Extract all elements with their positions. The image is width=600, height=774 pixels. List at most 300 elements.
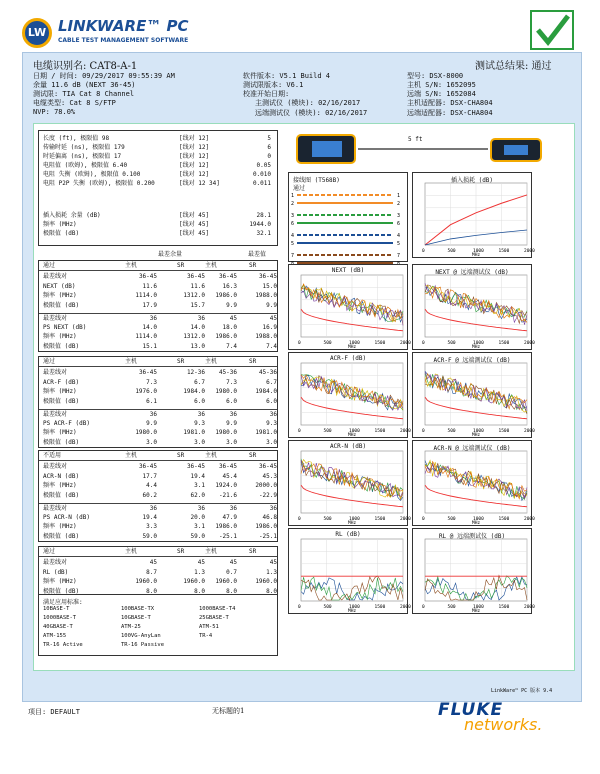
x-tick-label: 1000: [349, 517, 360, 522]
cable-length: 5 ft: [408, 136, 423, 143]
model: 型号: DSX-8000: [407, 72, 464, 80]
table-cell: 3.0: [146, 438, 157, 446]
table-header: [39, 547, 277, 557]
table-cell: 1986.0: [255, 523, 277, 530]
table-cell: 2000.0: [255, 482, 277, 489]
table-cell: 7.3: [226, 378, 237, 386]
table-cell: 36: [269, 505, 277, 512]
summary-row-label: 长度 (ft), 极限值 98: [43, 135, 110, 142]
il-row-pair: [线对 45]: [179, 230, 210, 237]
x-tick-label: 2000: [400, 341, 411, 346]
table-cell: 1.3: [266, 568, 277, 576]
summary-row-value: 0.011: [252, 180, 271, 187]
table-row-label: 频率 (MHz): [43, 333, 77, 340]
table-cell: 45-36: [258, 369, 277, 376]
table-row-label: PS ACR-N (dB): [43, 513, 90, 521]
table-cell: 13.0: [190, 342, 205, 350]
x-axis-label: MHz: [348, 609, 357, 614]
x-tick-label: 500: [447, 517, 456, 522]
test-limit: 测试限: TIA Cat 8 Channel: [33, 90, 135, 98]
compliant-item: ATM-25: [121, 624, 141, 630]
table-cell: 36: [269, 411, 277, 418]
summary-row-value: 6: [267, 144, 271, 151]
x-tick-label: 500: [447, 605, 456, 610]
software-version: 软件版本: V5.1 Build 4: [243, 72, 331, 80]
table-cell: 1981.0: [183, 429, 205, 436]
il-row-pair: [线对 45]: [179, 221, 210, 228]
table-row-label: 频率 (MHz): [43, 482, 77, 489]
compliant-item: 10BASE-T: [43, 606, 70, 612]
table-row: [39, 462, 277, 472]
table-cell: 47.9: [222, 513, 237, 521]
table-col-header: 主机: [205, 548, 218, 555]
table-col-header: SR: [249, 358, 257, 365]
table-cell: 3.0: [194, 438, 205, 446]
summary-row-pair: [线对 12]: [179, 153, 210, 160]
chart-panel: [288, 352, 411, 438]
table-cell: 11.6: [142, 282, 157, 290]
table-row: [39, 532, 277, 542]
table-cell: 1960.0: [255, 578, 277, 585]
table-row-label: ACR-F (dB): [43, 378, 80, 386]
fluke-wordmark: FLUKE: [438, 700, 504, 720]
table-cell: 3.3: [146, 523, 157, 530]
table-col-header: 主机: [205, 262, 218, 269]
chart-plot: [289, 265, 409, 351]
table-row: [39, 481, 277, 491]
x-axis-label: MHz: [348, 345, 357, 350]
table-row: [39, 428, 277, 438]
table-status: 通过: [43, 548, 56, 555]
chart-plot: [413, 265, 533, 351]
table-row-label: 极限值 (dB): [43, 587, 80, 595]
x-tick-label: 0: [422, 605, 425, 610]
table-row: [39, 513, 277, 523]
x-axis-label: MHz: [472, 609, 481, 614]
x-tick-label: 1500: [374, 429, 386, 434]
compliant-item: TR-16 Active: [43, 642, 83, 648]
table-cell: 7.4: [226, 342, 237, 350]
x-tick-label: 1000: [473, 341, 484, 346]
table-row: [39, 419, 277, 429]
table-status: 不适用: [43, 452, 62, 459]
table-cell: 16.3: [222, 282, 237, 290]
result-table: [38, 260, 278, 352]
table-row-label: 最差线对: [43, 463, 68, 470]
table-cell: 6.7: [194, 378, 205, 386]
table-cell: 19.4: [142, 513, 157, 521]
x-tick-label: 0: [298, 517, 301, 522]
table-row-label: 最差线对: [43, 559, 68, 566]
table-row-label: 极限值 (dB): [43, 491, 80, 499]
table-row: [39, 368, 277, 378]
table-cell: -22.9: [258, 491, 277, 499]
x-tick-label: 0: [298, 429, 301, 434]
table-cell: 19.4: [190, 472, 205, 480]
wiremap-status: 通过: [293, 185, 306, 192]
table-status: 通过: [43, 262, 56, 269]
date-time: 日期 / 时间: 09/29/2017 09:55:39 AM: [33, 72, 175, 80]
table-cell: 9.3: [194, 419, 205, 427]
table-cell: 45.3: [262, 472, 277, 480]
table-row-label: 最差线对: [43, 411, 68, 418]
table-row-label: PS NEXT (dB): [43, 323, 87, 331]
table-cell: 15.7: [190, 301, 205, 309]
table-status: 通过: [43, 358, 56, 365]
x-tick-label: 0: [298, 341, 301, 346]
cable-id: 电缆识别名: CAT8-A-1: [33, 61, 138, 72]
table-row: [39, 272, 277, 282]
table-cell: 6.0: [266, 397, 277, 405]
chart-panel: [288, 264, 411, 350]
wiremap-title: 接线图 (T568B): [293, 177, 340, 184]
table-cell: 36: [197, 505, 205, 512]
table-cell: 0.7: [226, 568, 237, 576]
x-tick-label: 1500: [498, 249, 510, 254]
table-cell: 20.0: [190, 513, 205, 521]
table-row: [39, 301, 277, 311]
table-cell: 7.4: [266, 342, 277, 350]
table-row: [39, 397, 277, 407]
x-tick-label: 500: [447, 249, 456, 254]
x-tick-label: 0: [422, 517, 425, 522]
wiremap-pin-right: 2: [397, 201, 401, 207]
table-col-header: 主机: [125, 548, 138, 555]
table-cell: 36: [149, 411, 157, 418]
wiremap-pin-left: 6: [291, 221, 295, 227]
table-cell: 11.6: [190, 282, 205, 290]
table-row: [39, 558, 277, 568]
table-cell: 15.0: [262, 282, 277, 290]
table-cell: 1981.0: [255, 429, 277, 436]
summary-result: 测试总结果: 通过: [475, 61, 552, 72]
il-row-label: 插入损耗 余量 (dB): [43, 212, 101, 219]
summary-row: [39, 179, 277, 189]
table-cell: -25.1: [218, 532, 237, 540]
table-row: [39, 577, 277, 587]
x-tick-label: 1500: [498, 341, 510, 346]
table-cell: 1312.0: [183, 333, 205, 340]
x-axis-label: MHz: [348, 433, 357, 438]
table-cell: 45: [269, 315, 277, 322]
x-tick-label: 0: [422, 249, 425, 254]
compliant-item: TR-4: [199, 633, 213, 639]
x-tick-label: 1000: [473, 605, 484, 610]
table-cell: 3.1: [194, 523, 205, 530]
chart-panel: [412, 352, 535, 438]
summary-row-value: 5: [267, 135, 271, 142]
table-cell: 36-45: [218, 273, 237, 280]
chart-plot: [413, 353, 533, 439]
wiremap-panel: [288, 172, 408, 262]
table-cell: 45: [149, 559, 157, 566]
table-cell: 36-45: [138, 369, 157, 376]
wiremap-pin-right: 4: [397, 233, 401, 239]
table-cell: 1114.0: [135, 333, 157, 340]
main-tester-icon: [296, 134, 356, 164]
table-col-header: SR: [177, 358, 185, 365]
table-cell: 6.0: [194, 397, 205, 405]
il-row-value: 28.1: [256, 212, 271, 219]
table-cell: 45: [229, 315, 237, 322]
table-row-label: PS ACR-F (dB): [43, 419, 90, 427]
table-row-label: 极限值 (dB): [43, 397, 80, 405]
linkware-logo: [22, 14, 232, 54]
table-cell: 60.2: [142, 491, 157, 499]
table-cell: 7.3: [146, 378, 157, 386]
x-axis-label: MHz: [472, 521, 481, 526]
il-row-pair: [线对 45]: [179, 212, 210, 219]
table-cell: 1988.0: [255, 333, 277, 340]
summary-row-pair: [线对 12]: [179, 144, 210, 151]
x-tick-label: 1500: [374, 341, 386, 346]
table-row: [39, 522, 277, 532]
x-tick-label: 2000: [524, 605, 535, 610]
table-cell: 8.7: [146, 568, 157, 576]
table-cell: 1984.0: [255, 388, 277, 395]
x-axis-label: MHz: [472, 253, 481, 258]
table-cell: 9.3: [266, 419, 277, 427]
networks-wordmark: networks.: [464, 715, 543, 734]
table-cell: 9.9: [226, 419, 237, 427]
table-cell: 1960.0: [215, 578, 237, 585]
table-cell: 4.4: [146, 482, 157, 489]
table-row: [39, 472, 277, 482]
tester-devices: [288, 130, 572, 170]
remote-serial: 远端 S/N: 1652084: [407, 90, 476, 98]
x-tick-label: 0: [298, 605, 301, 610]
x-axis-label: MHz: [348, 521, 357, 526]
x-tick-label: 2000: [524, 341, 535, 346]
table-cell: 59.0: [142, 532, 157, 540]
x-tick-label: 1500: [374, 517, 386, 522]
table-row-label: 极限值 (dB): [43, 342, 80, 350]
table-col-header: SR: [177, 262, 185, 269]
wiremap-pin-right: 1: [397, 193, 401, 199]
x-tick-label: 1500: [498, 517, 510, 522]
table-cell: 18.0: [222, 323, 237, 331]
wiremap-pin-left: 7: [291, 253, 295, 259]
compliant-item: ATM-155: [43, 633, 67, 639]
table-col-header: 主机: [125, 358, 138, 365]
x-axis-label: MHz: [472, 345, 481, 350]
table-row: [39, 387, 277, 397]
table-col-header: SR: [177, 548, 185, 555]
x-tick-label: 0: [422, 429, 425, 434]
table-cell: 36: [197, 315, 205, 322]
x-tick-label: 1000: [349, 605, 360, 610]
report-frame: [22, 52, 582, 702]
il-row-label: 极限值 (dB): [43, 230, 80, 237]
wiremap-pin-left: 2: [291, 201, 295, 207]
wiremap-pin-left: 4: [291, 233, 295, 239]
table-cell: 1986.0: [215, 333, 237, 340]
x-tick-label: 2000: [524, 249, 535, 254]
project-label: 项目: DEFAULT: [28, 708, 80, 716]
table-cell: 36-45: [186, 463, 205, 470]
table-cell: 15.1: [142, 342, 157, 350]
table-row: [39, 378, 277, 388]
result-table: [38, 356, 278, 448]
table-row-label: 极限值 (dB): [43, 532, 80, 540]
table-cell: 12-36: [186, 369, 205, 376]
table-cell: 6.7: [266, 378, 277, 386]
table-cell: 14.0: [142, 323, 157, 331]
x-tick-label: 500: [447, 429, 456, 434]
table-cell: 45: [269, 559, 277, 566]
table-cell: 9.9: [226, 301, 237, 309]
table-row: [39, 291, 277, 301]
table-row: [39, 503, 277, 513]
x-tick-label: 2000: [400, 605, 411, 610]
x-tick-label: 1000: [473, 249, 484, 254]
lw-badge: LW: [22, 18, 52, 48]
table-row-label: 频率 (MHz): [43, 429, 77, 436]
compliant-apps: [38, 594, 278, 656]
compliant-item: TR-16 Passive: [121, 642, 165, 648]
report-header: [23, 53, 581, 123]
summary-row-label: 电阻值 (欧姆), 极限值 6.40: [43, 162, 128, 169]
table-cell: 36: [197, 411, 205, 418]
chart-plot: [413, 529, 533, 615]
table-row-label: 最差线对: [43, 505, 68, 512]
table-row: [39, 491, 277, 501]
table-row-label: ACR-N (dB): [43, 472, 80, 480]
table-cell: 36-45: [258, 273, 277, 280]
table-row: [39, 568, 277, 578]
compliant-item: 25GBASE-T: [199, 615, 229, 621]
table-cell: 1984.0: [183, 388, 205, 395]
chart-panel: [288, 528, 411, 614]
x-tick-label: 1500: [498, 605, 510, 610]
table-row: [39, 282, 277, 292]
x-tick-label: 500: [323, 605, 332, 610]
table-cell: 6.1: [146, 397, 157, 405]
wiremap-pin-right: 3: [397, 213, 401, 219]
worst-margin-label: 最差余量: [158, 251, 183, 258]
table-row: [39, 332, 277, 342]
wiremap-pin-left: 1: [291, 193, 295, 199]
table-row-label: 频率 (MHz): [43, 578, 77, 585]
brand-name: LINKWARE™ PC: [58, 17, 189, 35]
compliant-item: 100VG-AnyLan: [121, 633, 161, 639]
chart-title: NEXT @ 远端测试仪 (dB): [435, 269, 509, 276]
chart-title: ACR-N @ 远端测试仪 (dB): [433, 445, 511, 452]
wiremap-pin-right: 6: [397, 221, 401, 227]
worst-value-label: 最差值: [248, 251, 267, 258]
il-row: [39, 229, 277, 239]
table-cell: 3.0: [266, 438, 277, 446]
fluke-networks-logo: [438, 700, 588, 740]
summary-row-pair: [线对 12]: [179, 171, 210, 178]
x-tick-label: 1000: [349, 341, 360, 346]
summary-row-label: 传输时延 (ns), 极限值 179: [43, 144, 125, 151]
table-row-label: RL (dB): [43, 568, 69, 576]
x-tick-label: 1000: [473, 429, 484, 434]
x-tick-label: 2000: [400, 429, 411, 434]
table-cell: 1.3: [194, 568, 205, 576]
nvp: NVP: 78.0%: [33, 108, 76, 116]
table-cell: 1924.0: [215, 482, 237, 489]
chart-plot: [413, 173, 533, 259]
wiremap-pin-right: 7: [397, 253, 401, 259]
table-row-label: 最差线对: [43, 369, 68, 376]
table-row-label: 频率 (MHz): [43, 388, 77, 395]
chart-panel: [412, 264, 535, 350]
table-cell: 1960.0: [183, 578, 205, 585]
main-calibration: 主测试仪 (模块): 02/16/2017: [255, 99, 361, 107]
table-cell: -21.6: [218, 491, 237, 499]
summary-row-label: 电阻 失衡 (欧姆), 极限值 0.100: [43, 171, 141, 178]
table-row: [39, 409, 277, 419]
table-cell: 1980.0: [215, 429, 237, 436]
table-cell: 9.9: [146, 419, 157, 427]
table-header: [39, 261, 277, 271]
table-cell: 8.0: [146, 587, 157, 595]
x-tick-label: 2000: [524, 517, 535, 522]
report-body: [33, 123, 575, 671]
x-tick-label: 500: [323, 341, 332, 346]
table-row: [39, 323, 277, 333]
table-cell: 1980.0: [215, 388, 237, 395]
limit-version: 测试限版本: V6.1: [243, 81, 304, 89]
chart-panel: [412, 440, 535, 526]
chart-title: ACR-F @ 远端测试仪 (dB): [433, 357, 511, 364]
result-table: [38, 546, 278, 596]
table-col-header: 主机: [125, 262, 138, 269]
table-cell: 45: [197, 559, 205, 566]
table-cell: 1986.0: [215, 292, 237, 299]
summary-row-pair: [线对 12]: [179, 135, 210, 142]
chart-title: 插入损耗 (dB): [450, 177, 494, 184]
table-col-header: SR: [249, 548, 257, 555]
summary-row-value: 0.05: [256, 162, 271, 169]
main-serial: 主机 S/N: 1652095: [407, 81, 476, 89]
chart-plot: [413, 441, 533, 527]
table-col-header: 主机: [205, 358, 218, 365]
table-cell: 8.0: [194, 587, 205, 595]
table-cell: 1976.0: [135, 388, 157, 395]
calibration-label: 校准开始日期:: [243, 90, 290, 98]
table-col-header: SR: [249, 452, 257, 459]
compliant-item: 1000BASE-T: [43, 615, 77, 621]
table-cell: 36-45: [258, 463, 277, 470]
compliant-item: 1000BASE-T4: [199, 606, 236, 612]
table-cell: 1986.0: [215, 523, 237, 530]
remote-calibration: 远端测试仪 (模块): 02/16/2017: [255, 109, 368, 117]
remote-tester-icon: [490, 138, 542, 162]
x-tick-label: 1500: [498, 429, 510, 434]
table-row-label: 极限值 (dB): [43, 301, 80, 309]
x-tick-label: 1000: [349, 429, 360, 434]
table-cell: 1114.0: [135, 292, 157, 299]
chart-title: ACR-F (dB): [329, 355, 367, 362]
chart-title: RL (dB): [335, 531, 361, 538]
table-cell: 45-36: [218, 369, 237, 376]
table-col-header: SR: [177, 452, 185, 459]
chart-plot: [289, 353, 409, 439]
x-tick-label: 500: [323, 429, 332, 434]
table-col-header: SR: [249, 262, 257, 269]
table-cell: 45: [229, 559, 237, 566]
table-cell: 3.0: [226, 438, 237, 446]
summary-row-pair: [线对 12 34]: [179, 180, 220, 187]
table-cell: 14.0: [190, 323, 205, 331]
table-cell: 36-45: [186, 273, 205, 280]
chart-plot: [289, 529, 409, 615]
table-row-label: 频率 (MHz): [43, 523, 77, 530]
summary-row-value: 0.010: [252, 171, 271, 178]
